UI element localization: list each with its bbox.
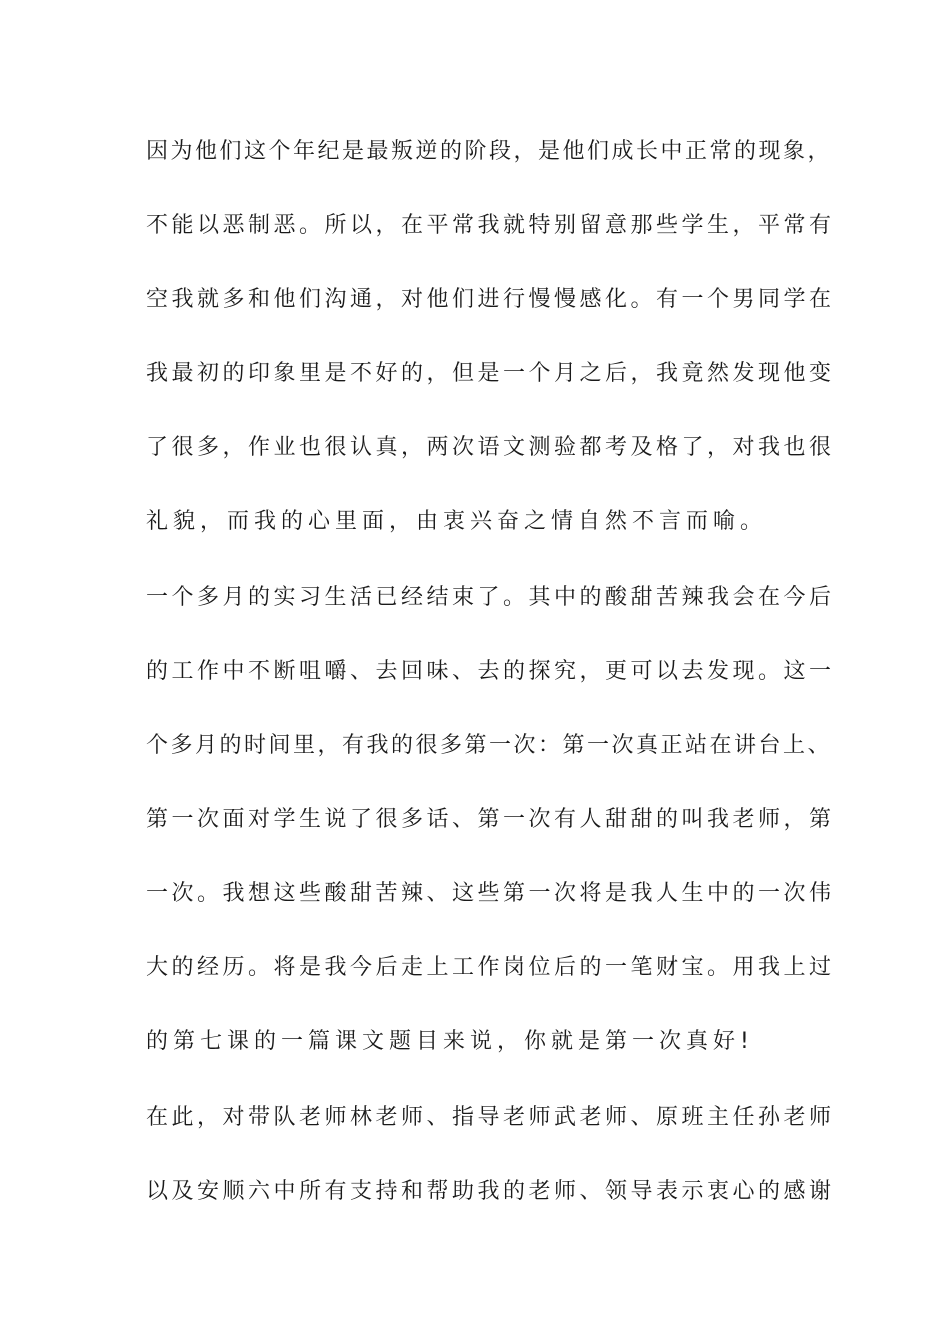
text-line: 礼貌，而我的心里面，由衷兴奋之情自然不言而喻。 bbox=[146, 509, 768, 534]
text-line: 个多月的时间里，有我的很多第一次：第一次真正站在讲台上、 bbox=[146, 733, 833, 758]
text-line: 了很多，作业也很认真，两次语文测验都考及格了，对我也很 bbox=[146, 435, 835, 460]
text-line: 的工作中不断咀嚼、去回味、去的探究，更可以去发现。这一 bbox=[146, 659, 835, 684]
text-line: 第一次面对学生说了很多话、第一次有人甜甜的叫我老师，第 bbox=[146, 807, 835, 832]
text-line: 不能以恶制恶。所以，在平常我就特别留意那些学生，平常有 bbox=[146, 213, 835, 238]
text-line: 空我就多和他们沟通，对他们进行慢慢感化。有一个男同学在 bbox=[146, 287, 835, 312]
text-line: 在此，对带队老师林老师、指导老师武老师、原班主任孙老师 bbox=[146, 1105, 835, 1130]
text-line: 因为他们这个年纪是最叛逆的阶段，是他们成长中正常的现象， bbox=[146, 139, 833, 164]
text-line: 一次。我想这些酸甜苦辣、这些第一次将是我人生中的一次伟 bbox=[146, 881, 835, 906]
text-line: 的第七课的一篇课文题目来说，你就是第一次真好! bbox=[146, 1029, 754, 1054]
text-line: 大的经历。将是我今后走上工作岗位后的一笔财宝。用我上过 bbox=[146, 955, 835, 980]
text-line: 我最初的印象里是不好的，但是一个月之后，我竟然发现他变 bbox=[146, 361, 835, 386]
text-line: 一个多月的实习生活已经结束了。其中的酸甜苦辣我会在今后 bbox=[146, 585, 835, 610]
text-line: 以及安顺六中所有支持和帮助我的老师、领导表示衷心的感谢 bbox=[146, 1179, 835, 1204]
